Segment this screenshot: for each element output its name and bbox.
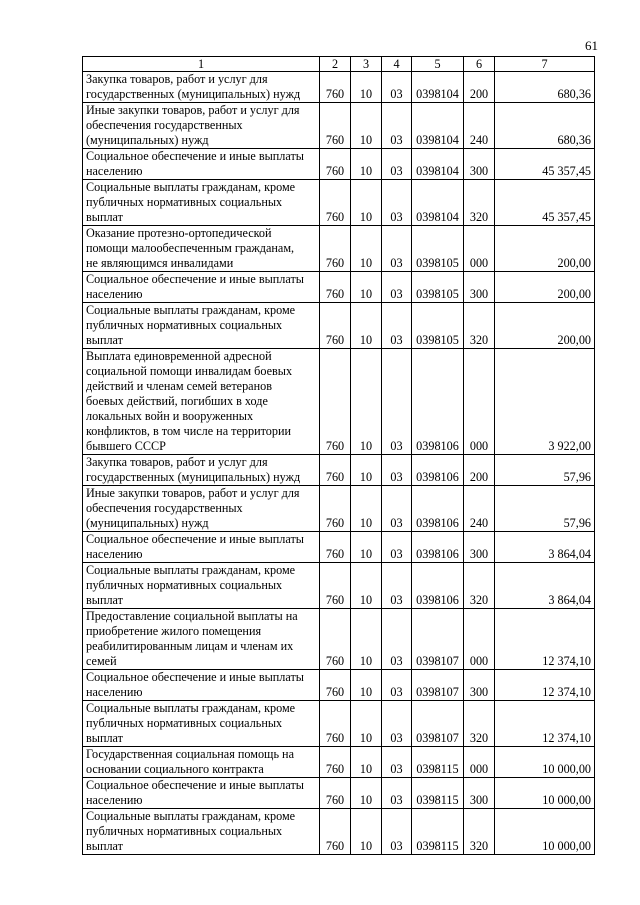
row-name-line: Социальное обеспечение и иные выплаты [86,532,304,546]
table-row [83,226,595,272]
amount-cell: 3 864,04 [495,563,595,609]
col-4-cell: 03 [382,609,412,670]
row-name-line: (муниципальных) нужд [86,516,209,530]
col-2-cell: 760 [320,609,351,670]
col-5-cell: 0398104 [412,180,464,226]
col-2-cell: 760 [320,103,351,149]
amount-cell: 45 357,45 [495,149,595,180]
col-2-cell: 760 [320,778,351,809]
col-4-cell: 03 [382,563,412,609]
col-6-cell: 200 [464,455,495,486]
col-2-cell: 760 [320,486,351,532]
col-3-cell: 10 [351,563,382,609]
row-name-cell [83,272,320,303]
table-row [83,180,595,226]
row-name-cell [83,670,320,701]
table-row [83,349,595,455]
row-name-line: социальной помощи инвалидам боевых [86,364,293,378]
row-name-line: действий и членам семей ветеранов [86,379,272,393]
row-name-line: Закупка товаров, работ и услуг для [86,72,268,86]
col-5-cell: 0398104 [412,103,464,149]
col-3-cell: 10 [351,180,382,226]
row-name-line: Оказание протезно-ортопедической [86,226,272,240]
col-5-cell: 0398115 [412,747,464,778]
col-5-cell: 0398115 [412,778,464,809]
col-6-cell: 320 [464,180,495,226]
col-3-cell: 10 [351,349,382,455]
header-row [83,57,595,72]
col-6-cell: 300 [464,149,495,180]
col-2-cell: 760 [320,349,351,455]
col-5-cell: 0398106 [412,532,464,563]
col-3-cell: 10 [351,103,382,149]
row-name-cell [83,701,320,747]
row-name-cell [83,778,320,809]
header-col-3: 3 [351,57,382,72]
col-5-cell: 0398106 [412,349,464,455]
amount-cell: 3 864,04 [495,532,595,563]
table-row [83,103,595,149]
row-name-line: Социальные выплаты гражданам, кроме [86,180,296,194]
col-6-cell: 000 [464,226,495,272]
col-4-cell: 03 [382,486,412,532]
col-2-cell: 760 [320,809,351,855]
table-row [83,272,595,303]
row-name-line: обеспечения государственных [86,501,243,515]
amount-cell: 45 357,45 [495,180,595,226]
col-3-cell: 10 [351,486,382,532]
col-6-cell: 240 [464,486,495,532]
col-6-cell: 300 [464,272,495,303]
table-row [83,809,595,855]
col-4-cell: 03 [382,303,412,349]
col-5-cell: 0398104 [412,149,464,180]
row-name-line: основании социального контракта [86,762,264,776]
table-row [83,72,595,103]
col-2-cell: 760 [320,747,351,778]
row-name-line: публичных нормативных социальных [86,195,283,209]
amount-cell: 12 374,10 [495,670,595,701]
col-3-cell: 10 [351,670,382,701]
row-name-cell [83,349,320,455]
col-2-cell: 760 [320,72,351,103]
col-2-cell: 760 [320,532,351,563]
amount-cell: 10 000,00 [495,778,595,809]
row-name-cell [83,180,320,226]
row-name-line: помощи малообеспеченным гражданам, [86,241,295,255]
col-4-cell: 03 [382,272,412,303]
col-6-cell: 200 [464,72,495,103]
amount-cell: 57,96 [495,455,595,486]
row-name-line: Социальные выплаты гражданам, кроме [86,809,296,823]
row-name-line: Закупка товаров, работ и услуг для [86,455,268,469]
col-3-cell: 10 [351,747,382,778]
row-name-cell [83,486,320,532]
col-2-cell: 760 [320,180,351,226]
row-name-cell [83,747,320,778]
col-3-cell: 10 [351,701,382,747]
table-row [83,532,595,563]
amount-cell: 200,00 [495,226,595,272]
col-5-cell: 0398115 [412,809,464,855]
row-name-line: (муниципальных) нужд [86,133,209,147]
col-3-cell: 10 [351,778,382,809]
col-2-cell: 760 [320,670,351,701]
row-name-cell [83,103,320,149]
amount-cell: 3 922,00 [495,349,595,455]
header-col-6: 6 [464,57,495,72]
table-row [83,149,595,180]
table-row [83,701,595,747]
col-4-cell: 03 [382,701,412,747]
col-4-cell: 03 [382,809,412,855]
row-name-line: публичных нормативных социальных [86,318,283,332]
row-name-line: государственных (муниципальных) нужд [86,470,301,484]
row-name-line: выплат [86,593,123,607]
table-body [83,72,595,855]
header-col-4: 4 [382,57,412,72]
col-2-cell: 760 [320,563,351,609]
col-5-cell: 0398107 [412,609,464,670]
col-2-cell: 760 [320,455,351,486]
table-row [83,670,595,701]
col-3-cell: 10 [351,532,382,563]
page-number: 61 [585,38,598,53]
amount-cell: 680,36 [495,72,595,103]
col-2-cell: 760 [320,303,351,349]
row-name-line: населению [86,793,143,807]
col-6-cell: 320 [464,563,495,609]
col-2-cell: 760 [320,272,351,303]
table-row [83,563,595,609]
amount-cell: 10 000,00 [495,809,595,855]
row-name-line: приобретение жилого помещения [86,624,262,638]
col-4-cell: 03 [382,532,412,563]
col-4-cell: 03 [382,149,412,180]
table-row [83,303,595,349]
header-col-7: 7 [495,57,595,72]
col-3-cell: 10 [351,149,382,180]
header-col-2: 2 [320,57,351,72]
header-col-1: 1 [83,57,320,72]
row-name-cell [83,455,320,486]
col-5-cell: 0398107 [412,701,464,747]
row-name-line: реабилитированным лицам и членам их [86,639,294,653]
col-2-cell: 760 [320,226,351,272]
amount-cell: 200,00 [495,303,595,349]
row-name-line: публичных нормативных социальных [86,716,283,730]
row-name-line: Социальное обеспечение и иные выплаты [86,149,304,163]
row-name-line: населению [86,547,143,561]
col-6-cell: 320 [464,809,495,855]
row-name-line: публичных нормативных социальных [86,578,283,592]
row-name-line: конфликтов, в том числе на территории [86,424,291,438]
col-5-cell: 0398107 [412,670,464,701]
row-name-line: публичных нормативных социальных [86,824,283,838]
col-5-cell: 0398104 [412,72,464,103]
col-3-cell: 10 [351,72,382,103]
row-name-line: государственных (муниципальных) нужд [86,87,301,101]
col-6-cell: 300 [464,670,495,701]
amount-cell: 10 000,00 [495,747,595,778]
col-3-cell: 10 [351,609,382,670]
row-name-cell [83,563,320,609]
col-6-cell: 320 [464,303,495,349]
row-name-line: населению [86,685,143,699]
col-6-cell: 000 [464,349,495,455]
row-name-cell [83,303,320,349]
col-5-cell: 0398106 [412,455,464,486]
table-row [83,778,595,809]
row-name-line: населению [86,287,143,301]
col-6-cell: 240 [464,103,495,149]
col-4-cell: 03 [382,349,412,455]
row-name-line: Социальное обеспечение и иные выплаты [86,778,304,792]
row-name-cell [83,609,320,670]
row-name-line: семей [86,654,117,668]
col-3-cell: 10 [351,272,382,303]
col-4-cell: 03 [382,455,412,486]
col-6-cell: 300 [464,532,495,563]
row-name-line: не являющимся инвалидами [86,256,234,270]
amount-cell: 57,96 [495,486,595,532]
col-6-cell: 320 [464,701,495,747]
col-2-cell: 760 [320,701,351,747]
row-name-line: Иные закупки товаров, работ и услуг для [86,103,300,117]
row-name-line: Социальное обеспечение и иные выплаты [86,272,304,286]
col-2-cell: 760 [320,149,351,180]
col-6-cell: 000 [464,609,495,670]
table-row [83,609,595,670]
col-3-cell: 10 [351,226,382,272]
col-5-cell: 0398106 [412,486,464,532]
row-name-line: Выплата единовременной адресной [86,349,272,363]
budget-table [82,56,595,855]
col-5-cell: 0398105 [412,272,464,303]
row-name-line: боевых действий, погибших в ходе [86,394,268,408]
col-6-cell: 000 [464,747,495,778]
row-name-line: бывшего СССР [86,439,166,453]
col-4-cell: 03 [382,778,412,809]
col-4-cell: 03 [382,670,412,701]
col-5-cell: 0398106 [412,563,464,609]
row-name-cell [83,72,320,103]
row-name-line: обеспечения государственных [86,118,243,132]
col-4-cell: 03 [382,72,412,103]
row-name-line: выплат [86,731,123,745]
amount-cell: 12 374,10 [495,609,595,670]
col-4-cell: 03 [382,103,412,149]
row-name-line: Социальное обеспечение и иные выплаты [86,670,304,684]
row-name-line: Социальные выплаты гражданам, кроме [86,303,296,317]
col-4-cell: 03 [382,747,412,778]
col-3-cell: 10 [351,809,382,855]
col-5-cell: 0398105 [412,303,464,349]
row-name-line: выплат [86,210,123,224]
col-5-cell: 0398105 [412,226,464,272]
col-3-cell: 10 [351,455,382,486]
header-col-5: 5 [412,57,464,72]
table-row [83,486,595,532]
amount-cell: 200,00 [495,272,595,303]
row-name-cell [83,809,320,855]
col-6-cell: 300 [464,778,495,809]
row-name-line: населению [86,164,143,178]
row-name-cell [83,226,320,272]
row-name-line: Иные закупки товаров, работ и услуг для [86,486,300,500]
col-3-cell: 10 [351,303,382,349]
row-name-line: выплат [86,333,123,347]
row-name-cell [83,149,320,180]
col-4-cell: 03 [382,180,412,226]
row-name-line: локальных войн и вооруженных [86,409,254,423]
amount-cell: 680,36 [495,103,595,149]
table-row [83,455,595,486]
row-name-cell [83,532,320,563]
row-name-line: Социальные выплаты гражданам, кроме [86,701,296,715]
col-4-cell: 03 [382,226,412,272]
row-name-line: Государственная социальная помощь на [86,747,294,761]
row-name-line: Предоставление социальной выплаты на [86,609,298,623]
table-row [83,747,595,778]
amount-cell: 12 374,10 [495,701,595,747]
row-name-line: выплат [86,839,123,853]
row-name-line: Социальные выплаты гражданам, кроме [86,563,296,577]
